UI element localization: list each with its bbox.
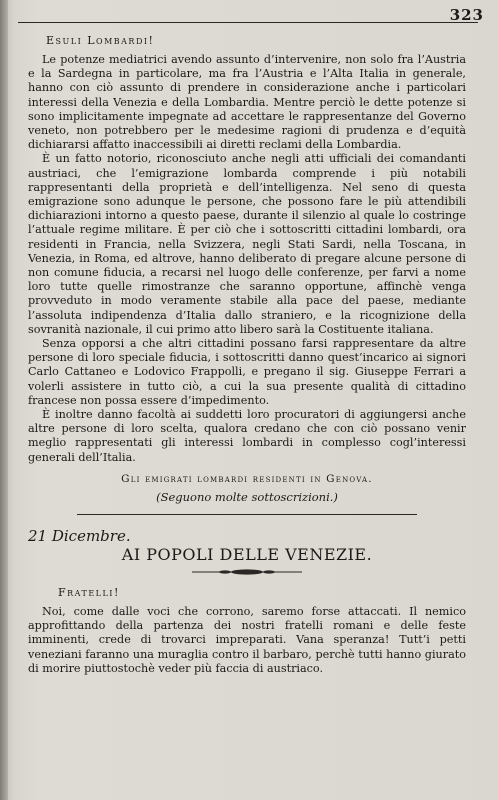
ornament-divider-icon [192, 568, 302, 576]
page-number: 323 [449, 6, 484, 24]
paragraph: Noi, come dalle voci che corrono, saremo forse attaccati. Il nemico approfittando della partenza dei nostri fratelli romani e delle feste imminenti, crede di trovarci impreparati. Vana speranza! Tutt’i petti veneziani faranno una muraglia contro il barbaro, perchè tutti hanno giurato di morire piuttostochè veder più faccia di austriaco. [28, 604, 466, 675]
page-content [28, 34, 466, 676]
section-separator [77, 514, 417, 515]
paragraph: È un fatto notorio, riconosciuto anche negli atti ufficiali dei comandanti austriaci, che l’emigrazione lombarda comprende i più notabili rappresentanti della proprietà e dell’intelligenza. Nel seno di questa emigrazione sono adunque le persone, che possono fare le più attendibili dichiarazioni intorno a questo paese, durante il silenzio al quale lo costringe l’attuale regime militare. È per ciò che i sottoscritti cittadini lombardi, ora residenti in Francia, nella Svizzera, negli Stati Sardi, nella Toscana, in Venezia, in Roma, ed altrove, hanno deliberato di pregare alcune persone di non comune fiducia, a recarsi nel luogo delle conferenze, per farvi a nome loro tutte quelle rimostranze che saranno opportune, affinchè venga provveduto in modo veramente stabile alla pace del paese, mediante l’assoluta indipendenza d’Italia dallo straniero, e la ricognizione della sovranità nazionale, il cui primo atto libero sarà la Costituente italiana. [28, 152, 466, 336]
paragraph: Senza opporsi a che altri cittadini possano farsi rappresentare da altre persone di loro speciale fiducia, i sottoscritti danno quest’incarico ai signori Carlo Cattaneo e Lodovico Frappolli, e pregano il sig. Giuseppe Ferrari a volerli assistere in tutto ciò, a cui la sua presente qualità di cittadino francese non possa essere d’impedimento. [28, 337, 466, 407]
header-rule [18, 22, 478, 23]
proclamation-salutation: Fratelli! [58, 585, 120, 599]
signature-line: Gli emigrati lombardi residenti in Genova. [121, 472, 373, 485]
section-title: AI POPOLI DELLE VENEZIE. [121, 544, 373, 564]
paragraph: È inoltre danno facoltà ai suddetti loro procuratori di aggiungersi anche altre persone di loro scelta, qualora credano che con ciò possano venir meglio rappresentati gli interessi lombardi in complesso cogl’interessi generali dell’Italia. [28, 408, 466, 464]
section-date: 21 Dicembre. [28, 526, 131, 545]
subscriptions-note: (Seguono molte sottoscrizioni.) [156, 489, 338, 504]
letter-salutation: Esuli Lombardi! [46, 34, 155, 47]
paragraph: Le potenze mediatrici avendo assunto d’intervenire, non solo fra l’Austria e la Sardegna in particolare, ma fra l’Austria e l’Alta Italia in generale, hanno con ciò assunto di prendere in considerazione anche i particolari interessi della Venezia e della Lombardia. Mentre perciò le dette potenze si sono implicitamente impegnate ad accettare le rappresentanze del Governo veneto, non potrebbero per le medesime ragioni di prudenza e d’equità dichiararsi affatto inaccessibili ai diretti reclami della Lombardia. [28, 53, 466, 152]
page-gutter-shadow [0, 0, 8, 800]
